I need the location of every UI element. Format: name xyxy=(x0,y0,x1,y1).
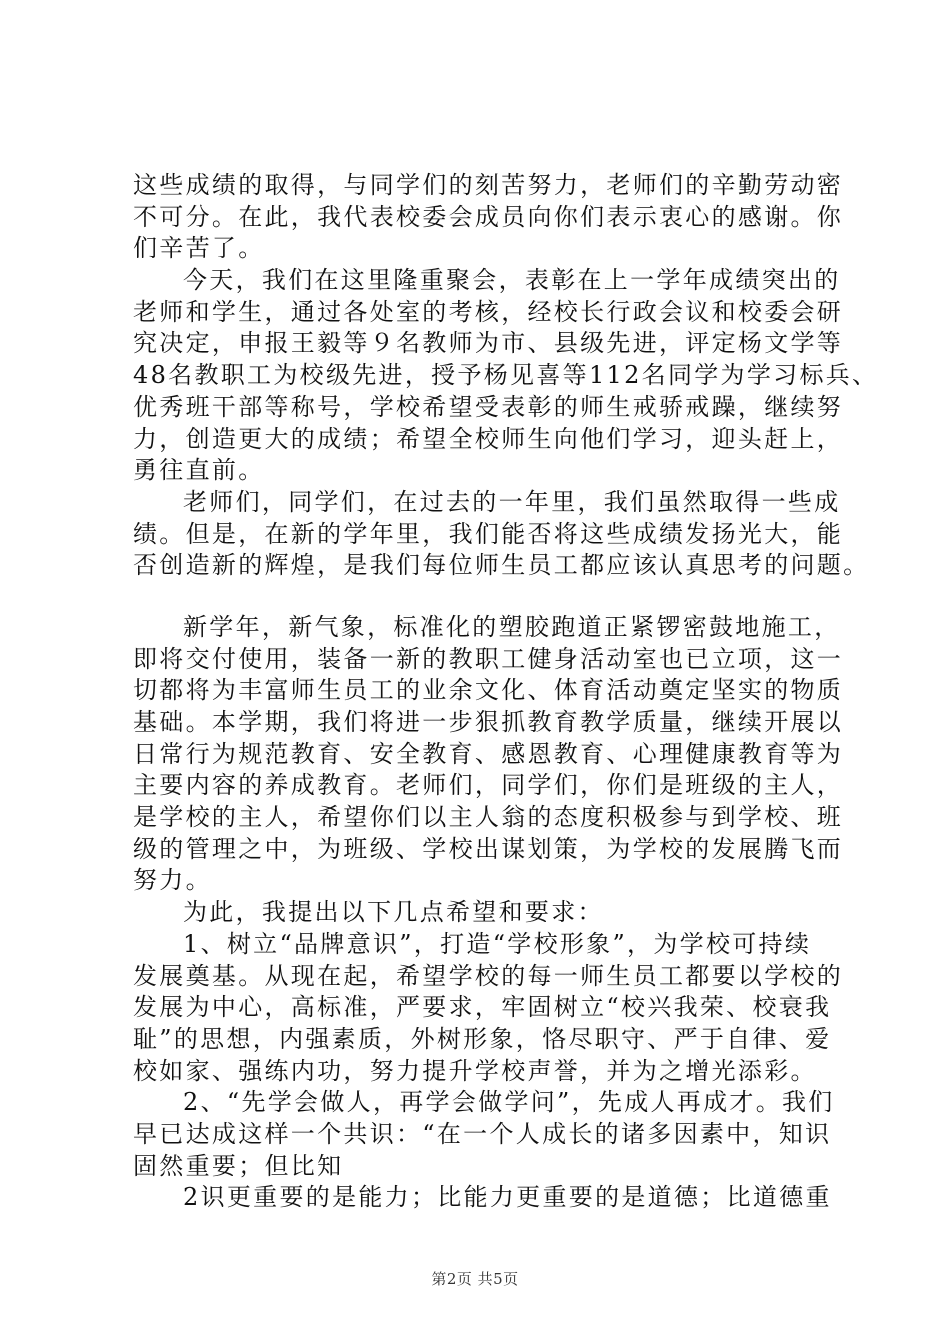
text-line: 努力。 xyxy=(133,866,212,895)
text-line: 绩。但是，在新的学年里，我们能否将这些成绩发扬光大，能 xyxy=(133,519,844,548)
document-body xyxy=(133,170,879,1214)
text-line: 勇往直前。 xyxy=(133,456,265,485)
text-line: 新学年，新气象，标准化的塑胶跑道正紧锣密鼓地施工， xyxy=(183,612,841,641)
page-footer: 第2页 共5页 xyxy=(431,1270,519,1288)
text-line: 是学校的主人，希望你们以主人翁的态度积极参与到学校、班 xyxy=(133,803,844,832)
text-line: 优秀班干部等称号，学校希望受表彰的师生戒骄戒躁，继续努 xyxy=(133,392,844,421)
text-line: 今天，我们在这里隆重聚会，表彰在上一学年成绩突出的 xyxy=(183,266,841,295)
text-line: 2识更重要的是能力；比能力更重要的是道德；比道德重 xyxy=(183,1183,832,1212)
text-line: 耻”的思想，内强素质，外树形象，恪尽职守、严于自律、爱 xyxy=(133,1024,832,1053)
text-line: 发展为中心，高标准，严要求，牢固树立“校兴我荣、校衰我 xyxy=(133,993,832,1022)
text-line: 基础。本学期，我们将进一步狠抓教育教学质量，继续开展以 xyxy=(133,708,844,736)
text-line: 这些成绩的取得，与同学们的刻苦努力，老师们的辛勤劳动密 xyxy=(133,171,844,199)
paragraph-gap xyxy=(133,582,833,612)
text-line: 切都将为丰富师生员工的业余文化、体育活动奠定坚实的物质 xyxy=(133,676,844,705)
text-line: 2、“先学会做人，再学会做学问”，先成人再成才。我们 xyxy=(183,1088,835,1117)
text-line: 早已达成这样一个共识：“在一个人成长的诸多因素中，知识 xyxy=(133,1119,832,1148)
text-line: 不可分。在此，我代表校委会成员向你们表示衷心的感谢。你 xyxy=(133,202,844,231)
text-line: 力，创造更大的成绩；希望全校师生向他们学习，迎头赶上， xyxy=(133,424,844,453)
text-line: 们辛苦了。 xyxy=(133,234,265,263)
text-line: 校如家、强练内功，努力提升学校声誉，并为之增光添彩。 xyxy=(133,1056,817,1085)
text-line: 固然重要；但比知 xyxy=(133,1151,344,1180)
text-line: 日常行为规范教育、安全教育、感恩教育、心理健康教育等为 xyxy=(133,739,844,768)
text-line: 级的管理之中，为班级、学校出谋划策，为学校的发展腾飞而 xyxy=(133,834,844,863)
text-line: 究决定，申报王毅等９名教师为市、县级先进，评定杨文学等 xyxy=(133,329,844,358)
text-line: 主要内容的养成教育。老师们，同学们，你们是班级的主人， xyxy=(133,771,844,800)
text-line: 1、树立“品牌意识”，打造“学校形象”，为学校可持续 xyxy=(183,929,812,958)
text-line: 发展奠基。从现在起，希望学校的每一师生员工都要以学校的 xyxy=(133,961,844,990)
text-line: 否创造新的辉煌，是我们每位师生员工都应该认真思考的问题。 xyxy=(133,551,870,580)
text-line: 48名教职工为校级先进，授予杨见喜等112名同学为学习标兵、 xyxy=(133,361,879,390)
text-line: 为此，我提出以下几点希望和要求： xyxy=(183,898,604,927)
text-line: 老师们，同学们，在过去的一年里，我们虽然取得一些成 xyxy=(183,487,841,516)
text-line: 即将交付使用，装备一新的教职工健身活动室也已立项，这一 xyxy=(133,644,844,673)
text-line: 老师和学生，通过各处室的考核，经校长行政会议和校委会研 xyxy=(133,297,844,326)
